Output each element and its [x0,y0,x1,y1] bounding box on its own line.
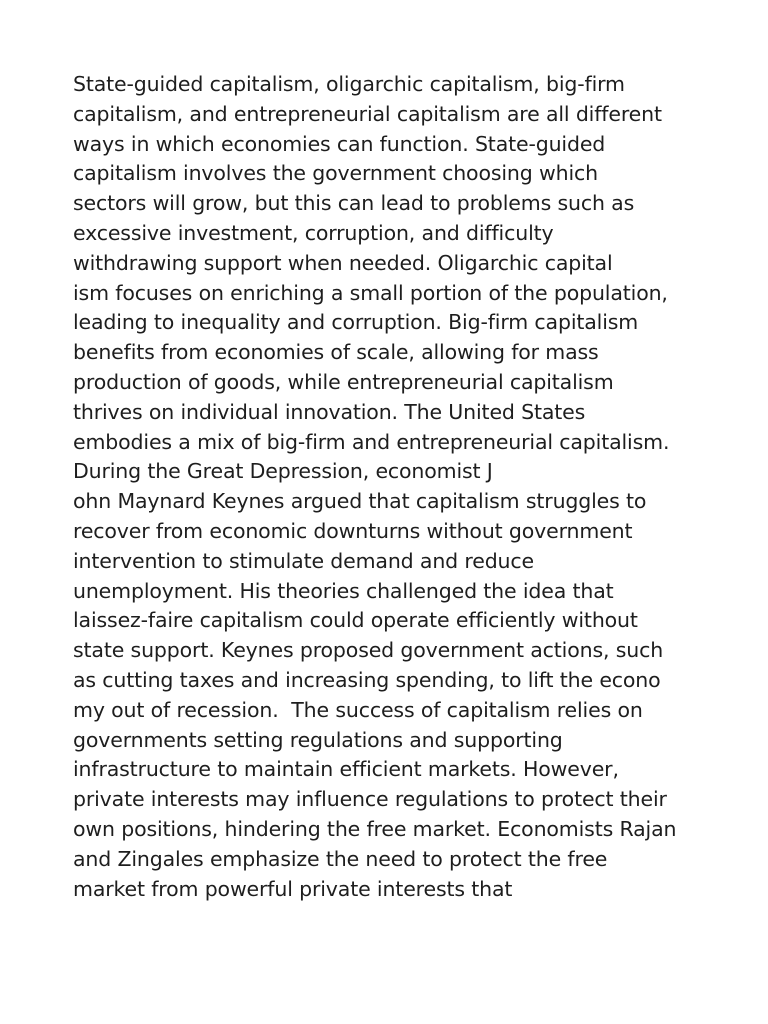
text-line: production of goods, while entrepreneurial capitalism [73,369,614,394]
text-line: embodies a mix of big-firm and entrepreneurial capitalism. [73,429,670,454]
text-line: benefits from economies of scale, allowing for mass [73,340,599,365]
text-line: ways in which economies can function. State-guided [73,131,606,156]
body-text [73,70,733,904]
text-line: excessive investment, corruption, and difficulty [73,220,554,245]
text-line: intervention to stimulate demand and reduce [73,548,534,573]
text-line: leading to inequality and corruption. Big-firm capitalism [73,310,639,335]
text-line: as cutting taxes and increasing spending, to lift the econo [73,667,661,692]
text-line: own positions, hindering the free market. Economists Rajan [73,816,677,841]
text-line: private interests may influence regulations to protect their [73,787,667,812]
text-line: thrives on individual innovation. The United States [73,399,586,424]
text-line: recover from economic downturns without government [73,518,633,543]
text-line: withdrawing support when needed. Oligarchic capital [73,250,613,275]
text-line: capitalism, and entrepreneurial capitalism are all different [73,101,662,126]
text-line: and Zingales emphasize the need to protect the free [73,846,608,871]
text-line: unemployment. His theories challenged the idea that [73,578,614,603]
text-line: laissez-faire capitalism could operate efficiently without [73,608,638,633]
text-line: sectors will grow, but this can lead to problems such as [73,191,635,216]
text-line: State-guided capitalism, oligarchic capitalism, big-firm [73,72,625,96]
text-line: capitalism involves the government choosing which [73,161,598,186]
text-line: governments setting regulations and supporting [73,727,563,752]
text-line: market from powerful private interests that [73,876,513,901]
text-line: ohn Maynard Keynes argued that capitalism struggles to [73,489,647,514]
text-line: ism focuses on enriching a small portion of the population, [73,280,668,305]
text-line: state support. Keynes proposed government actions, such [73,638,664,663]
text-line: my out of recession. The success of capitalism relies on [73,697,643,722]
text-line: infrastructure to maintain efficient markets. However, [73,757,619,782]
text-line: During the Great Depression, economist J [73,459,493,484]
